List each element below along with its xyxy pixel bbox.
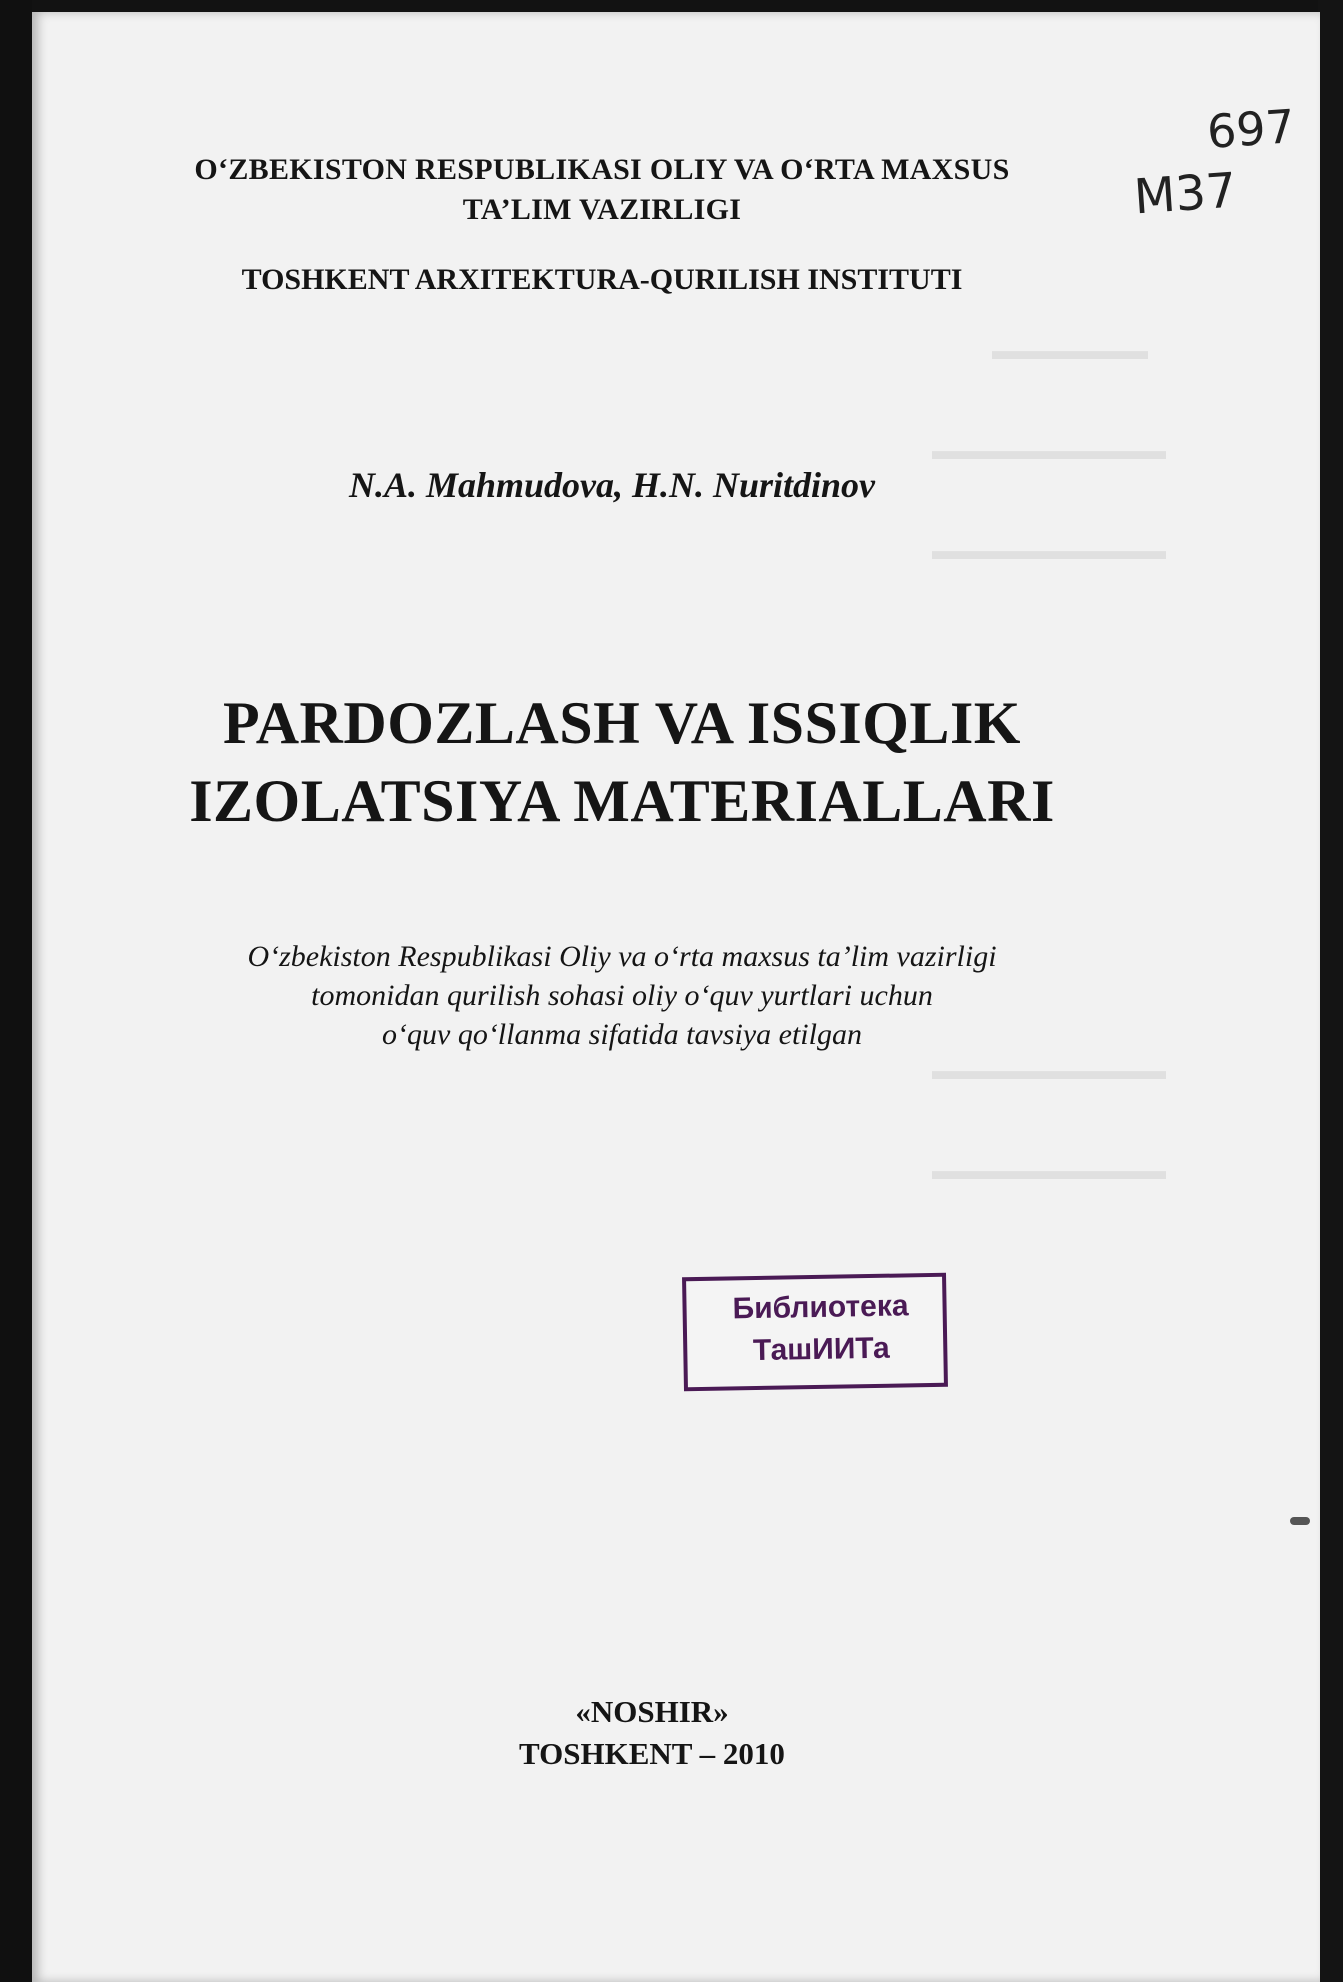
stamp-line-2: ТашИИТа bbox=[752, 1331, 890, 1368]
approval-line-1: O‘zbekiston Respublikasi Oliy va o‘rta maxsus ta’lim vazirligi bbox=[247, 940, 997, 973]
ministry-line-2: TA’LIM VAZIRLIGI bbox=[462, 193, 742, 226]
book-title bbox=[72, 684, 1172, 840]
show-through-text: ▬▬▬▬▬▬▬▬▬ bbox=[932, 1156, 1166, 1185]
handwritten-code-top: 697 bbox=[1205, 99, 1297, 159]
title-line-1: PARDOZLASH VA ISSIQLIK bbox=[223, 690, 1021, 756]
show-through-text: ▬▬▬▬▬▬▬▬▬ bbox=[932, 536, 1166, 565]
handwritten-code-bottom: M37 bbox=[1132, 162, 1239, 226]
show-through-text: ▬▬▬▬▬▬▬▬▬ bbox=[932, 436, 1166, 465]
publisher: «NOSHIR» bbox=[575, 1694, 729, 1729]
show-through-text: ▬▬▬▬▬▬ bbox=[992, 336, 1148, 365]
city-year: TOSHKENT – 2010 bbox=[519, 1736, 785, 1771]
stamp-line-1: Библиотека bbox=[732, 1289, 909, 1326]
library-stamp bbox=[682, 1273, 948, 1392]
approval-note bbox=[122, 937, 1122, 1054]
authors: N.A. Mahmudova, H.N. Nuritdinov bbox=[348, 465, 876, 505]
scan-edge-right bbox=[1318, 0, 1343, 1982]
scan-edge-left bbox=[0, 0, 32, 1982]
ministry-line-1: O‘ZBEKISTON RESPUBLIKASI OLIY VA O‘RTA MAXSUS bbox=[194, 153, 1010, 186]
title-line-2: IZOLATSIYA MATERIALLARI bbox=[189, 768, 1055, 834]
approval-line-3: o‘quv qo‘llanma sifatida tavsiya etilgan bbox=[382, 1018, 862, 1051]
ministry-heading bbox=[72, 150, 1132, 230]
title-page bbox=[32, 12, 1320, 1982]
ink-mark bbox=[1290, 1517, 1310, 1525]
approval-line-2: tomonidan qurilish sohasi oliy o‘quv yurtlari uchun bbox=[311, 979, 933, 1012]
show-through-text: ▬▬▬▬▬▬▬▬▬ bbox=[932, 1056, 1166, 1085]
institute-heading: TOSHKENT ARXITEKTURA-QURILISH INSTITUTI bbox=[241, 263, 963, 296]
